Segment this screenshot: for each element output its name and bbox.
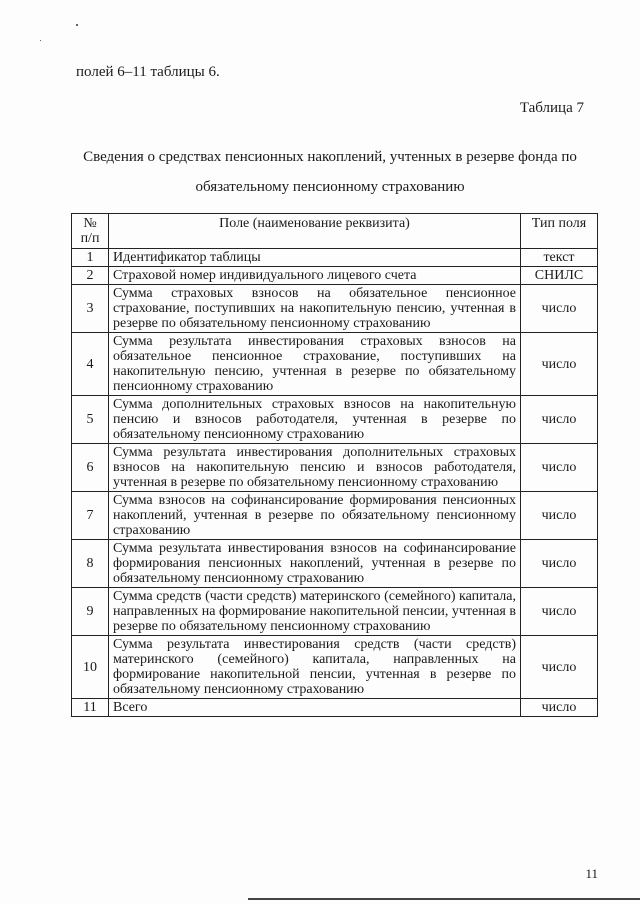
row-field-type: число bbox=[521, 396, 598, 444]
row-number: 9 bbox=[72, 588, 109, 636]
table-row bbox=[72, 636, 598, 699]
header-field: Поле (наименование реквизита) bbox=[109, 214, 521, 249]
table-row bbox=[72, 396, 598, 444]
row-number: 8 bbox=[72, 540, 109, 588]
row-field-type: число bbox=[521, 588, 598, 636]
table-header-row bbox=[72, 214, 598, 249]
table-row bbox=[72, 540, 598, 588]
table-row bbox=[72, 267, 598, 285]
row-field-type: число bbox=[521, 492, 598, 540]
row-field-name: Идентификатор таблицы bbox=[109, 249, 521, 267]
row-field-name: Сумма результата инвестирования взносов на софинансирование формирования пенсионных накоплений, учтенная в резерве по обязательному пенсионному страхованию bbox=[109, 540, 521, 588]
table-row bbox=[72, 285, 598, 333]
scan-speck bbox=[40, 40, 41, 41]
row-number: 1 bbox=[72, 249, 109, 267]
row-field-name: Сумма результата инвестирования средств (части средств) материнского (семейного) капитала, направленных на формирование накопительной пенсии, учтенная в резерве по обязательному пенсионному страхованию bbox=[109, 636, 521, 699]
row-field-name: Сумма взносов на софинансирование формирования пенсионных накоплений, учтенная в резерве по обязательному пенсионному страхованию bbox=[109, 492, 521, 540]
row-field-type: число bbox=[521, 444, 598, 492]
row-field-type: число bbox=[521, 333, 598, 396]
caption-line-1: Сведения о средствах пенсионных накоплений, учтенных в резерве фонда по bbox=[83, 149, 577, 165]
scan-edge-line bbox=[248, 898, 640, 900]
row-number: 5 bbox=[72, 396, 109, 444]
table-row bbox=[72, 333, 598, 396]
row-field-name: Всего bbox=[109, 699, 521, 717]
row-field-name: Сумма дополнительных страховых взносов на накопительную пенсию и взносов работодателя, учтенная в резерве по обязательному пенсионному страхованию bbox=[109, 396, 521, 444]
row-number: 7 bbox=[72, 492, 109, 540]
table-row bbox=[72, 444, 598, 492]
header-num: № п/п bbox=[72, 214, 109, 249]
header-type: Тип поля bbox=[521, 214, 598, 249]
row-field-name: Сумма средств (части средств) материнского (семейного) капитала, направленных на формирование накопительной пенсии, учтенная в резерве по обязательному пенсионному страхованию bbox=[109, 588, 521, 636]
intro-text: полей 6–11 таблицы 6. bbox=[76, 64, 220, 80]
row-field-name: Страховой номер индивидуального лицевого счета bbox=[109, 267, 521, 285]
table-row bbox=[72, 249, 598, 267]
caption-line-2: обязательному пенсионному страхованию bbox=[195, 179, 465, 195]
row-field-name: Сумма результата инвестирования дополнительных страховых взносов на накопительную пенсию и взносов работодателя, учтенная в резерве по обязательному пенсионному страхованию bbox=[109, 444, 521, 492]
table-body bbox=[72, 249, 598, 717]
row-number: 6 bbox=[72, 444, 109, 492]
row-field-type: текст bbox=[521, 249, 598, 267]
table-caption bbox=[60, 142, 600, 202]
row-number: 2 bbox=[72, 267, 109, 285]
table-row bbox=[72, 588, 598, 636]
row-number: 4 bbox=[72, 333, 109, 396]
row-field-type: число bbox=[521, 540, 598, 588]
row-field-type: число bbox=[521, 636, 598, 699]
row-field-type: число bbox=[521, 699, 598, 717]
page-number: 11 bbox=[585, 866, 598, 881]
table-label: Таблица 7 bbox=[519, 100, 584, 116]
pension-savings-table bbox=[71, 213, 598, 717]
row-field-type: СНИЛС bbox=[521, 267, 598, 285]
table-row bbox=[72, 699, 598, 717]
table-row bbox=[72, 492, 598, 540]
scan-speck bbox=[76, 24, 78, 26]
row-field-name: Сумма результата инвестирования страховых взносов на обязательное пенсионное страхование, поступивших на накопительную пенсию, учтенная в резерве по обязательному пенсионному страхованию bbox=[109, 333, 521, 396]
row-number: 3 bbox=[72, 285, 109, 333]
row-field-name: Сумма страховых взносов на обязательное пенсионное страхование, поступивших на накопительную пенсию, учтенная в резерве по обязательному пенсионному страхованию bbox=[109, 285, 521, 333]
row-number: 10 bbox=[72, 636, 109, 699]
row-field-type: число bbox=[521, 285, 598, 333]
row-number: 11 bbox=[72, 699, 109, 717]
